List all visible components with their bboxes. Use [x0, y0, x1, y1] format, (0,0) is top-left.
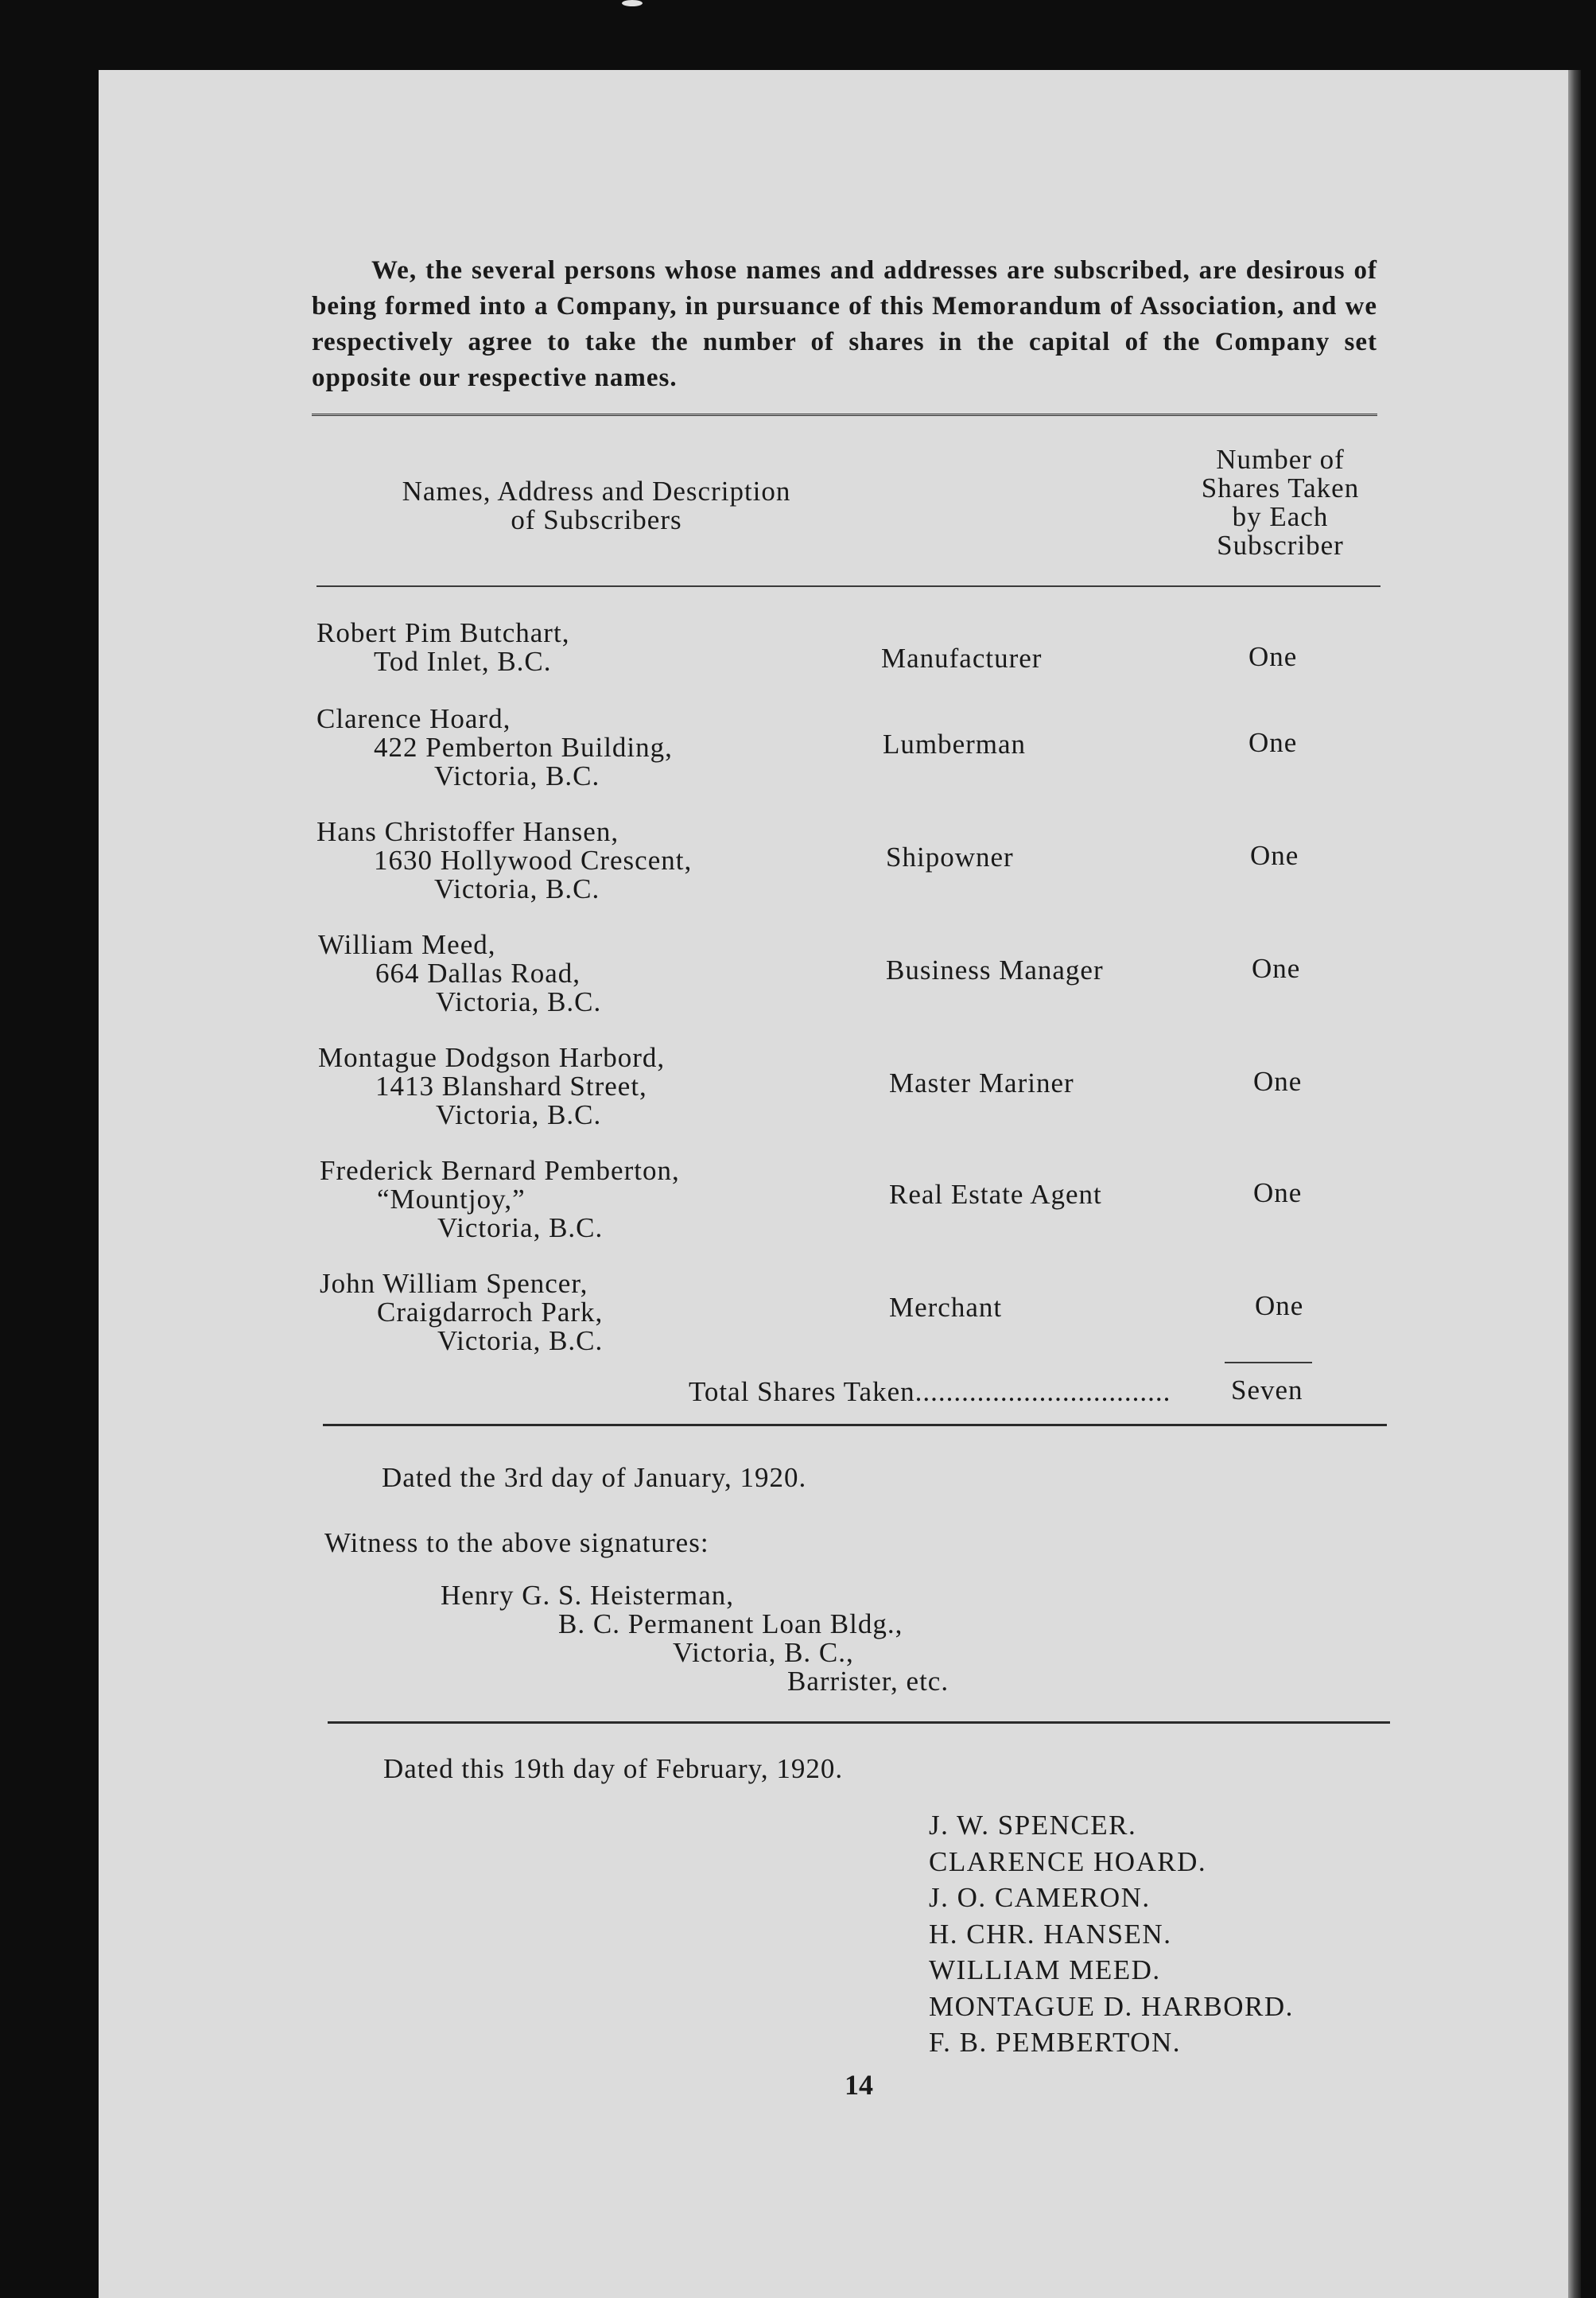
- subscriber-occupation: Merchant: [889, 1292, 1003, 1323]
- subscriber-shares: One: [1253, 1177, 1303, 1208]
- subscriber-name: Montague Dodgson Harbord,: [318, 1042, 666, 1073]
- shares-header-line1: Number of: [1216, 444, 1345, 475]
- names-header-line2: of Subscribers: [511, 504, 682, 535]
- subscriber-address: “Mountjoy,”: [377, 1184, 526, 1215]
- subscriber-shares: One: [1253, 1066, 1303, 1097]
- page-edge: [1568, 70, 1581, 2298]
- witness-name: Henry G. S. Heisterman,: [441, 1580, 735, 1611]
- subscriber-occupation: Lumberman: [883, 729, 1027, 760]
- subscriber-shares: One: [1248, 641, 1298, 672]
- subscriber-city: Victoria, B.C.: [437, 1212, 604, 1243]
- subscriber-name-block: [318, 931, 601, 1017]
- signatory: H. CHR. HANSEN.: [929, 1918, 1172, 1950]
- names-header-line1: Names, Address and Description: [402, 476, 791, 507]
- witness-title: Barrister, etc.: [787, 1666, 949, 1697]
- subscriber-address: 1630 Hollywood Crescent,: [374, 845, 693, 876]
- subscriber-address: 422 Pemberton Building,: [374, 732, 673, 763]
- witness-city: Victoria, B. C.,: [673, 1637, 854, 1668]
- subscriber-address: 664 Dallas Road,: [375, 958, 581, 989]
- signatory-list: [929, 1807, 1294, 2061]
- subscriber-occupation: Real Estate Agent: [889, 1179, 1102, 1210]
- subscriber-address: Craigdarroch Park,: [377, 1297, 604, 1328]
- scan-speck: [622, 0, 643, 6]
- shares-column-header: [1161, 445, 1400, 560]
- shares-header-line4: Subscriber: [1217, 530, 1344, 561]
- subscriber-shares: One: [1255, 1290, 1304, 1321]
- subscriber-address: Tod Inlet, B.C.: [374, 646, 552, 677]
- names-column-header: [350, 477, 843, 535]
- signatory: CLARENCE HOARD.: [929, 1845, 1207, 1877]
- subscriber-name: Robert Pim Butchart,: [316, 617, 570, 648]
- subscriber-name-block: [316, 818, 692, 904]
- total-rule: [1225, 1362, 1312, 1363]
- subscriber-name-block: [316, 619, 569, 676]
- signatory: F. B. PEMBERTON.: [929, 2027, 1181, 2058]
- page-number: 14: [845, 2069, 873, 2101]
- subscriber-city: Victoria, B.C.: [436, 1099, 602, 1130]
- subscriber-occupation: Manufacturer: [881, 643, 1043, 674]
- subscriber-name: Hans Christoffer Hansen,: [316, 816, 619, 847]
- section-rule: [328, 1721, 1390, 1724]
- subscriber-city: Victoria, B.C.: [434, 760, 600, 791]
- subscriber-name-block: [316, 705, 673, 791]
- subscriber-occupation: Business Manager: [886, 955, 1104, 986]
- witness-address: B. C. Permanent Loan Bldg.,: [558, 1608, 903, 1639]
- intro-paragraph: We, the several persons whose names and addresses are subscribed, are desirous of being formed into a Company, in pursuance of this Memorandum of Association, and we respectively agree to take the number of shares in the capital of the Company set opposite our respective names.: [312, 256, 1377, 392]
- subscriber-name: William Meed,: [318, 929, 496, 960]
- signatory: J. W. SPENCER.: [929, 1810, 1137, 1841]
- dated-first: Dated the 3rd day of January, 1920.: [382, 1462, 807, 1493]
- header-rule-top: [312, 414, 1377, 419]
- subscriber-shares: One: [1248, 727, 1298, 758]
- subscriber-name: John William Spencer,: [320, 1268, 588, 1299]
- subscriber-shares: One: [1250, 840, 1299, 871]
- header-rule-bottom: [316, 585, 1380, 587]
- shares-header-line2: Shares Taken: [1201, 472, 1360, 504]
- subscriber-occupation: Shipowner: [886, 842, 1014, 873]
- signatory: MONTAGUE D. HARBORD.: [929, 1990, 1294, 2022]
- subscriber-address: 1413 Blanshard Street,: [375, 1071, 647, 1102]
- section-rule: [323, 1424, 1387, 1426]
- subscriber-name-block: [320, 1270, 603, 1355]
- subscriber-name: Clarence Hoard,: [316, 703, 511, 734]
- subscriber-name-block: [318, 1044, 665, 1130]
- subscriber-name: Frederick Bernard Pemberton,: [320, 1155, 680, 1186]
- witness-label: Witness to the above signatures:: [324, 1527, 709, 1558]
- subscriber-shares: One: [1252, 953, 1301, 984]
- subscriber-name-block: [320, 1157, 680, 1242]
- subscriber-city: Victoria, B.C.: [434, 873, 600, 904]
- subscriber-city: Victoria, B.C.: [437, 1325, 604, 1356]
- subscriber-occupation: Master Mariner: [889, 1067, 1074, 1098]
- signatory: J. O. CAMERON.: [929, 1882, 1151, 1913]
- dated-second: Dated this 19th day of February, 1920.: [383, 1753, 844, 1784]
- shares-header-line3: by Each: [1232, 501, 1329, 532]
- total-shares-value: Seven: [1231, 1375, 1303, 1406]
- signatory: WILLIAM MEED.: [929, 1954, 1161, 1985]
- subscriber-city: Victoria, B.C.: [436, 986, 602, 1017]
- total-shares-label: Total Shares Taken.................................: [689, 1376, 1171, 1407]
